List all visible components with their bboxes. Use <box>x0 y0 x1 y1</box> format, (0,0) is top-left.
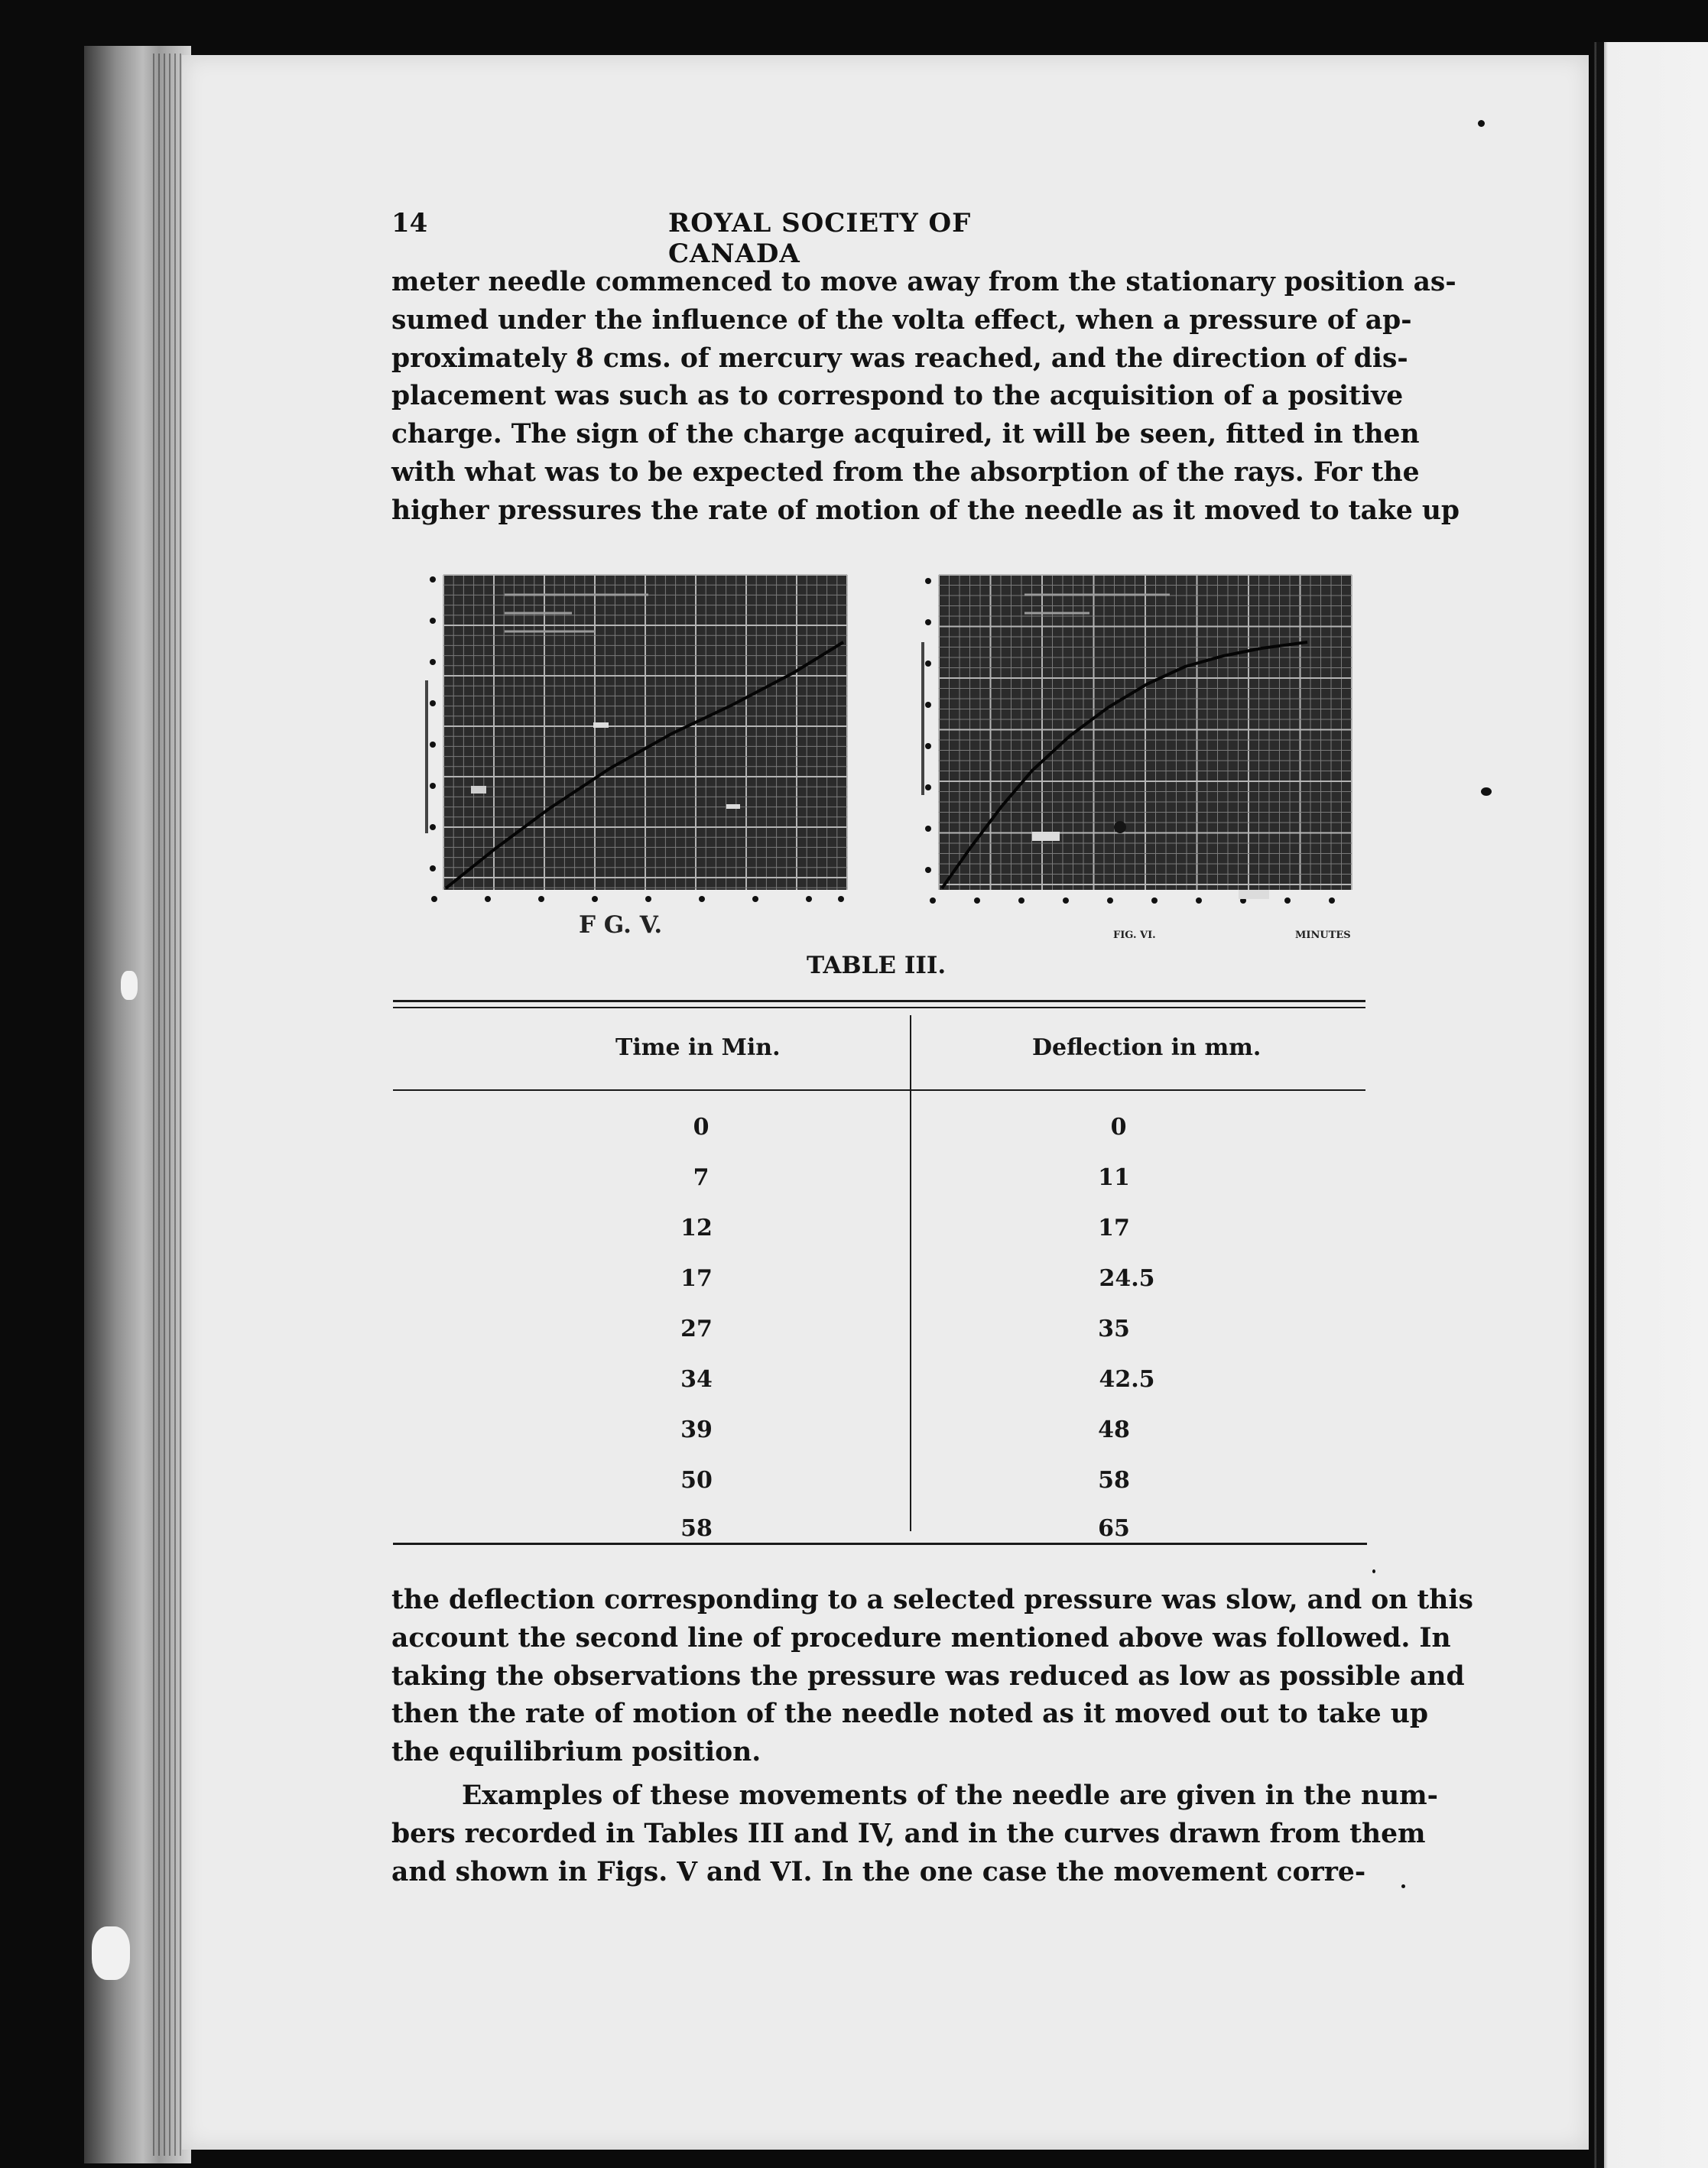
text-line: proximately 8 cms. of mercury was reached, and the direction of dis- <box>391 342 1408 374</box>
text-line: Examples of these movements of the needle are given in the num- <box>462 1780 1438 1811</box>
figure-6-y-axis-ticks <box>925 578 931 873</box>
table-cell-time: 34 <box>680 1366 713 1393</box>
text-line: meter needle commenced to move away from the stationary position as- <box>391 267 1456 297</box>
figure-6-x-axis-ticks <box>930 897 1335 904</box>
table-header-rule <box>393 1089 1365 1091</box>
scan-speck <box>1239 890 1269 899</box>
paragraph-bottom-1 <box>391 1582 1473 1772</box>
text-line: placement was such as to correspond to the acquisition of a positive <box>391 381 1404 412</box>
table-column-divider <box>910 1015 911 1531</box>
table-cell-time: 27 <box>680 1316 713 1342</box>
figure-5-y-axis-ticks <box>430 576 436 871</box>
table-cell-deflection: 58 <box>1098 1467 1130 1494</box>
scan-speck <box>121 971 138 1000</box>
figure-6-x-axis-label: MINUTES <box>1295 930 1351 941</box>
figure-6-grid <box>939 575 1352 890</box>
figure-6-graph <box>917 566 1361 919</box>
table-cell-deflection: 65 <box>1098 1515 1130 1542</box>
text-line: taking the observations the pressure was reduced as low as possible and <box>391 1660 1465 1692</box>
scan-speck <box>1401 1884 1405 1888</box>
figure-6-y-axis-label <box>921 642 924 795</box>
paragraph-bottom-2 <box>391 1777 1438 1891</box>
table-cell-deflection: 0 <box>1110 1114 1127 1141</box>
table-top-rule <box>393 1000 1365 1002</box>
table-cell-time: 39 <box>680 1417 713 1443</box>
table-cell-time: 50 <box>680 1467 713 1494</box>
scan-speck <box>726 804 740 809</box>
text-line: and shown in Figs. V and VI. In the one case the movement corre- <box>391 1856 1366 1887</box>
table-cell-deflection: 24.5 <box>1099 1265 1155 1292</box>
table-cell-time: 7 <box>693 1164 710 1191</box>
page-number: 14 <box>391 208 428 239</box>
table-cell-time: 17 <box>680 1265 713 1292</box>
text-line: then the rate of motion of the needle noted as it moved out to take up <box>391 1699 1428 1730</box>
table-cell-deflection: 42.5 <box>1099 1366 1155 1393</box>
scan-speck <box>471 786 486 794</box>
table-cell-time: 0 <box>693 1114 710 1141</box>
figure-5-graph <box>419 566 856 919</box>
text-line: charge. The sign of the charge acquired, it will be seen, fitted in then <box>391 419 1420 450</box>
paragraph-top <box>391 264 1460 531</box>
scan-speck <box>1032 832 1060 841</box>
scan-speck <box>1114 821 1126 833</box>
table-title: TABLE III. <box>807 952 947 979</box>
text-line: higher pressures the rate of motion of the needle as it moved to take up <box>391 495 1460 526</box>
text-line: with what was to be expected from the absorption of the rays. For the <box>391 456 1420 488</box>
figure-6 <box>917 566 1361 919</box>
text-line: the deflection corresponding to a selected pressure was slow, and on this <box>391 1585 1473 1615</box>
text-line: sumed under the influence of the volta effect, when a pressure of ap- <box>391 304 1412 336</box>
scan-speck <box>1372 1569 1375 1573</box>
gutter-shadow <box>1596 42 1604 2168</box>
text-line: account the second line of procedure mentioned above was followed. In <box>391 1622 1451 1654</box>
figure-5-caption: F G. V. <box>579 911 663 939</box>
table-header-deflection: Deflection in mm. <box>1032 1034 1262 1061</box>
figure-5 <box>419 566 856 919</box>
text-line: the equilibrium position. <box>391 1737 761 1768</box>
table-cell-deflection: 11 <box>1098 1164 1130 1191</box>
text-line: bers recorded in Tables III and IV, and in the curves drawn from them <box>391 1818 1426 1849</box>
table-cell-time: 12 <box>680 1215 713 1241</box>
running-head: ROYAL SOCIETY OF CANADA <box>668 208 972 269</box>
scan-speck <box>1478 120 1485 127</box>
figure-5-x-axis-ticks <box>431 896 844 902</box>
book-page-stack-lines <box>153 54 183 2156</box>
table-cell-deflection: 35 <box>1098 1316 1130 1342</box>
table-cell-deflection: 48 <box>1098 1417 1130 1443</box>
table-top-rule-2 <box>393 1007 1365 1008</box>
scan-speck <box>1481 787 1492 796</box>
table-cell-deflection: 17 <box>1098 1215 1130 1241</box>
scan-speck <box>92 1926 130 1980</box>
table-bottom-rule <box>393 1543 1367 1545</box>
table-cell-time: 58 <box>680 1515 713 1542</box>
scan-speck <box>593 722 609 728</box>
figure-5-y-axis-label <box>425 680 428 833</box>
facing-page-edge <box>1594 42 1708 2168</box>
figure-6-caption: FIG. VI. <box>1113 930 1156 941</box>
table-header-time: Time in Min. <box>615 1034 781 1061</box>
